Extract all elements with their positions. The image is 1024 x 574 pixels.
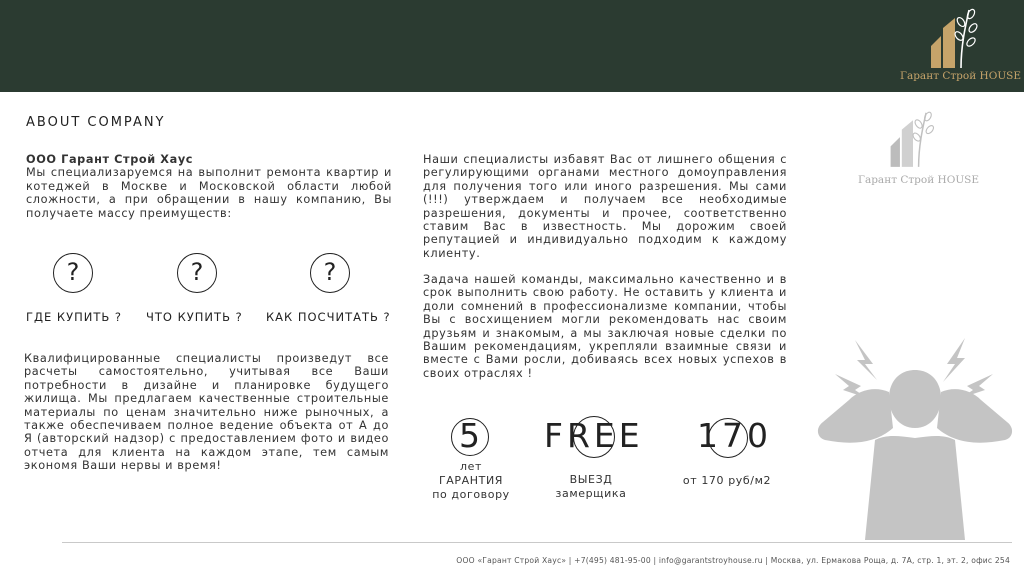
what-to-buy-label[interactable]: ЧТО КУПИТЬ ? [146, 310, 243, 324]
stat-years-label: лет ГАРАНТИЯ по договору [432, 460, 510, 501]
logo-text: Гарант Строй HOUSE [900, 70, 1022, 82]
company-logo[interactable] [900, 6, 1022, 88]
right-text-2: Задача нашей команды, максимально качественно и в срок выполнить свою работу. Не оставить у клиента и доли сомнений в профессионализме компании, чтобы Вы с восхищением могли рекомендовать нас своим друзьям и знакомым, а мы заключая новые сделки по Вашим рекомендациям, укрепляли взаимные связи и вместе с Вами росли, добиваясь всех новых успехов в своих отраслях ! [423, 273, 787, 380]
stressed-person-icon [815, 330, 1015, 540]
page-title: ABOUT COMPANY [26, 115, 166, 130]
footer-divider [62, 542, 1012, 543]
stat-years-number: 5 [459, 416, 484, 455]
logo-text: Гарант Строй HOUSE [858, 174, 980, 186]
house-logo-icon [885, 108, 941, 168]
stat-price-number: 170 [697, 416, 772, 455]
watermark-logo [858, 108, 980, 190]
question-icon[interactable]: ? [53, 253, 93, 293]
stat-free-label: ВЫЕЗД замерщика [555, 473, 627, 500]
qualified-text: Квалифицированные специалисты произведут все расчеты самостоятельно, учитывая все Ваши потребности в дизайне и планировке будущего жилища. Мы предлагаем качественные строительные материалы по ценам значительно ниже рыночных, а также обеспечиваем полное ведение объекта от А до Я (авторский надзор) с предоставлением фото и видео отчета для клиента на каждом этапе, тем самым экономя Ваши нервы и время! [24, 352, 389, 473]
stat-price-label: от 170 руб/м2 [682, 474, 772, 487]
footer-contact: ООО «Гарант Строй Хаус» | +7(495) 481-95-00 | info@garantstroyhouse.ru | Москва, ул. Ермакова Роща, д. 7А, стр. 1, эт. 2, офис 254 [456, 556, 1010, 565]
house-logo-icon [925, 6, 985, 68]
how-to-calculate-label[interactable]: КАК ПОСЧИТАТЬ ? [266, 310, 391, 324]
intro-text: Мы специализаруемся на выполнит ремонта квартир и котеджей в Москве и Московской области любой сложности, а при обращении в нашу компанию, Вы получаете массу преимуществ: [26, 166, 392, 220]
intro-block [26, 153, 392, 220]
question-icon[interactable]: ? [177, 253, 217, 293]
right-text-1: Наши специалисты избавят Вас от лишнего общения с регулирующими органами местного домоуправления для получения того или иного разрешения. Мы сами (!!!) утверждаем и получаем все необходимые разрешения, документы и прочее, соответственно ставим Вас в известность. Мы дорожим своей репутацией и индивидуально подходим к каждому клиенту. [423, 153, 787, 260]
header-bar [0, 0, 1024, 92]
stat-free-number: FREE [544, 416, 644, 455]
company-name: ООО Гарант Строй Хаус [26, 153, 194, 166]
question-icon[interactable]: ? [310, 253, 350, 293]
where-to-buy-label[interactable]: ГДЕ КУПИТЬ ? [26, 310, 123, 324]
